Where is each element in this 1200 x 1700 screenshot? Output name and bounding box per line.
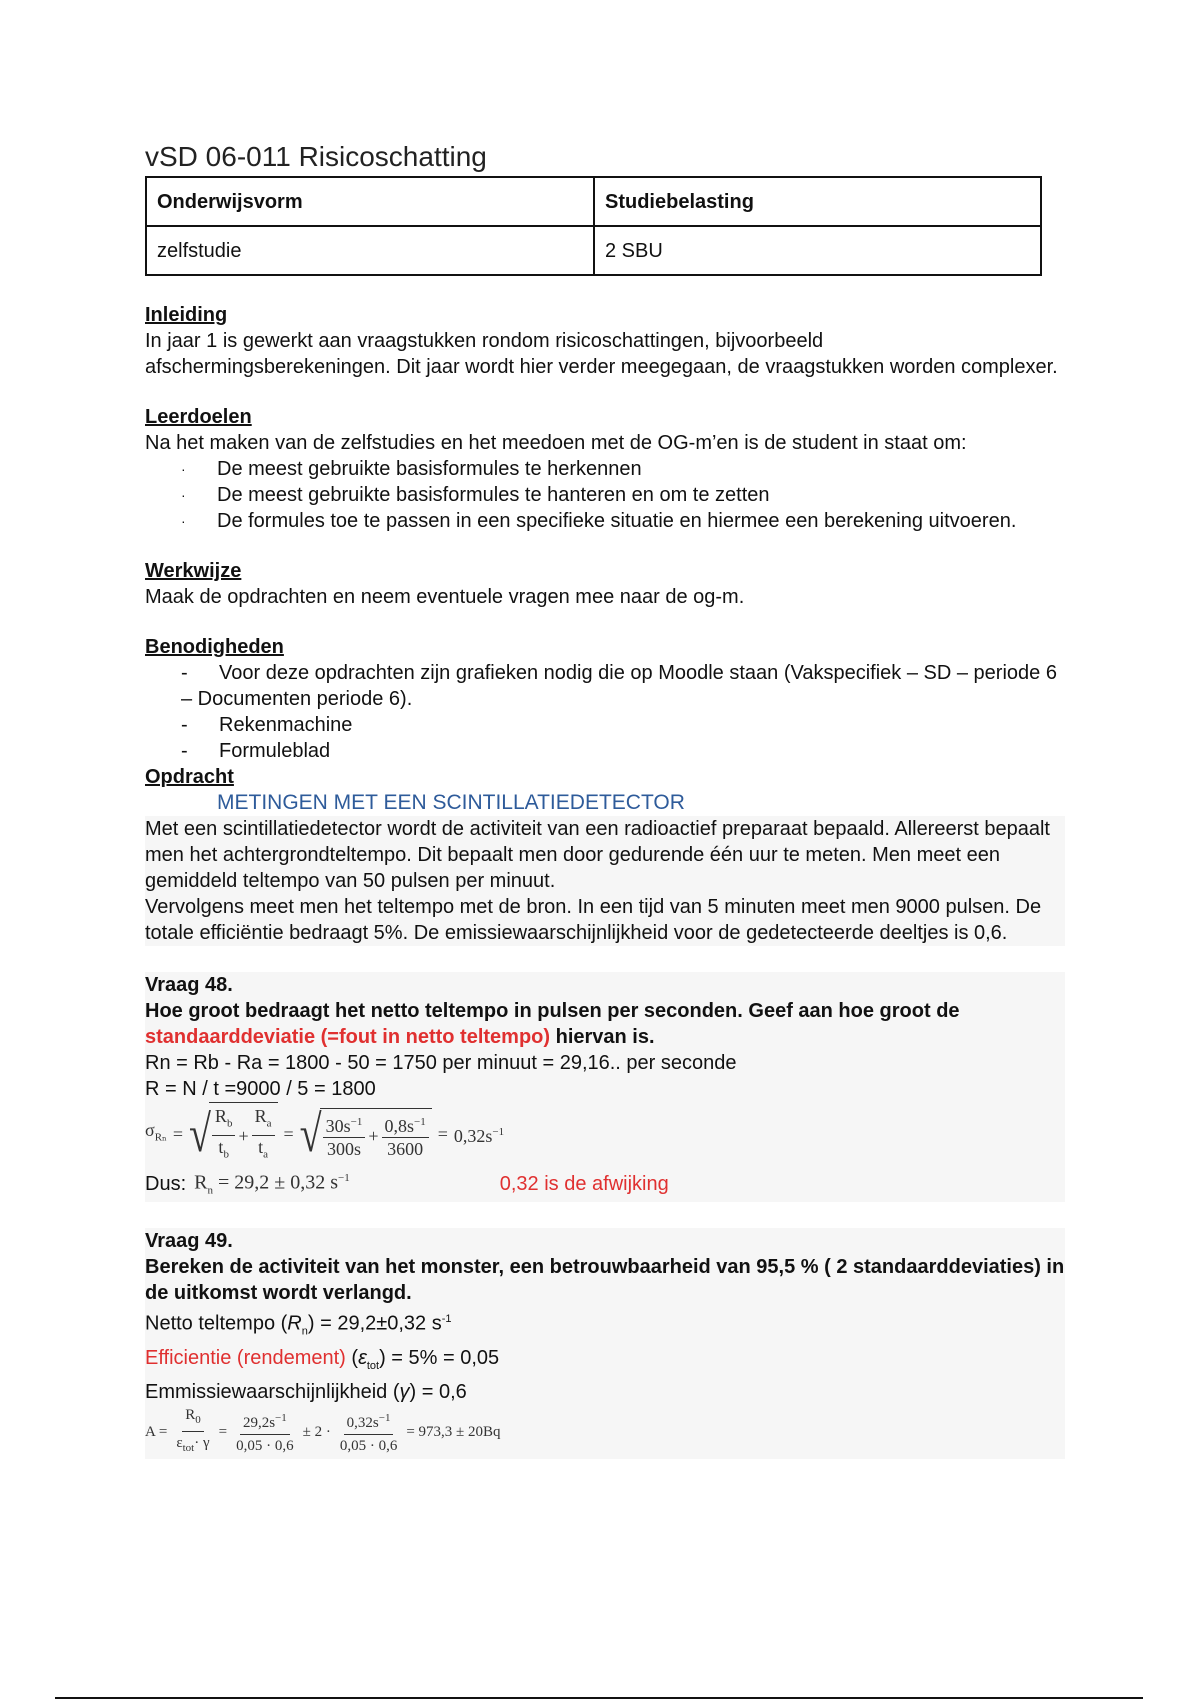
plus-minus-sign: ± 2 ·	[302, 1423, 331, 1440]
dash-icon: -	[181, 714, 188, 736]
list-item-text: De formules toe te passen in een specifieke situatie en hiermee een berekening uitvoeren.	[217, 510, 1017, 532]
fraction	[173, 1404, 212, 1459]
text-part: (	[345, 1346, 359, 1369]
table-header-cell: Onderwijsvorm	[146, 177, 594, 226]
document-title: vSD 06-011 Risicoschatting	[145, 141, 487, 172]
plus-sign: +	[238, 1125, 249, 1146]
fraction-den: 3600	[387, 1139, 424, 1159]
requirements-list	[145, 660, 1065, 764]
question-title: Vraag 49.	[145, 1230, 233, 1252]
fraction-den	[173, 1432, 212, 1459]
conclusion-label: Dus:	[145, 1173, 187, 1195]
question-text	[145, 998, 1065, 1050]
formula-text: · γ	[194, 1435, 210, 1452]
list-item	[181, 712, 1065, 738]
fraction-num	[212, 1105, 236, 1136]
list-item	[181, 738, 1065, 764]
list-item	[181, 660, 1065, 712]
section-heading: Inleiding	[145, 304, 228, 326]
text-part: Emmissiewaarschijnlijkheid (	[145, 1380, 400, 1403]
page-bottom-rule	[55, 1697, 1143, 1699]
question-text: Bereken de activiteit van het monster, een betrouwbaarheid van 95,5 % ( 2 standaarddeviaties) in de uitkomst wordt verlangd.	[145, 1256, 1065, 1304]
sigma-formula	[145, 1102, 1065, 1166]
answer-line	[145, 1306, 1065, 1345]
conclusion-formula	[194, 1165, 350, 1204]
text-part: Netto teltempo (	[145, 1312, 288, 1335]
formula-sup: −1	[378, 1411, 391, 1424]
equals-sign: =	[218, 1423, 228, 1440]
formula-sup: −1	[338, 1171, 350, 1184]
document-page	[145, 140, 1065, 1459]
section-inleiding	[145, 302, 1065, 380]
formula-text: R	[194, 1171, 208, 1194]
formula-sub: b	[226, 1118, 233, 1130]
formula-sup: −1	[414, 1116, 426, 1128]
deviation-note: 0,32 is de afwijking	[499, 1173, 669, 1195]
dash-icon: -	[181, 662, 188, 684]
formula-text: R	[214, 1106, 227, 1127]
paragraph: Vervolgens meet men het teltempo met de bron. In een tijd van 5 minuten meet men 9000 pulsen. De totale efficiëntie bedraagt 5%. De emissiewaarschijnlijkheid voor de gedetecteerde deeltjes is 0,6.	[145, 896, 1042, 944]
symbol-sub: tot	[366, 1359, 380, 1372]
paragraph: In jaar 1 is gewerkt aan vraagstukken rondom risicoschattingen, bijvoorbeeld afschermingsberekeningen. Dit jaar wordt hier verder meegegaan, de vraagstukken worden complexer.	[145, 330, 1058, 378]
question-text-part: Hoe groot bedraagt het netto teltempo in pulsen per seconden. Geef aan hoe groot de	[145, 1000, 960, 1022]
equals-sign: =	[158, 1423, 168, 1440]
fraction-num	[344, 1407, 394, 1435]
formula-text: R	[254, 1106, 267, 1127]
section-heading: Opdracht	[145, 766, 234, 788]
formula-sub: a	[266, 1118, 272, 1130]
table-row	[146, 226, 1041, 275]
sqrt-body	[209, 1102, 278, 1165]
conclusion-row	[145, 1166, 1065, 1202]
bullet-icon: ·	[181, 513, 186, 529]
formula-sub: b	[223, 1148, 229, 1161]
question-text-highlight: standaarddeviatie (=fout in netto teltempo)	[145, 1026, 551, 1048]
formula-text: σ	[145, 1120, 155, 1141]
formula-sub: tot	[182, 1442, 195, 1455]
highlight-text: Efficientie (rendement)	[145, 1346, 346, 1369]
equals-sign: =	[172, 1124, 183, 1144]
section-opdracht	[145, 764, 1065, 946]
symbol: γ	[399, 1380, 410, 1403]
text-part: ) = 5% = 0,05	[379, 1346, 500, 1369]
text-part: ) = 29,2±0,32 s	[307, 1312, 442, 1335]
sqrt-icon: √	[299, 1104, 322, 1163]
symbol-sub: n	[301, 1325, 308, 1338]
formula-result	[454, 1119, 504, 1149]
section-heading: Benodigheden	[145, 636, 284, 658]
section-benodigheden	[145, 634, 1065, 764]
list-item	[181, 456, 1065, 482]
sqrt-icon: √	[188, 1104, 211, 1163]
list-item-text: De meest gebruikte basisformules te herkennen	[217, 458, 642, 480]
plus-sign: +	[368, 1125, 379, 1146]
formula-text: R	[185, 1407, 196, 1424]
formula-sub: Rₙ	[154, 1131, 167, 1144]
formula-text: = 29,2 ± 0,32 s	[217, 1171, 339, 1194]
list-item	[181, 482, 1065, 508]
meta-table	[145, 176, 1042, 276]
fraction	[337, 1407, 401, 1457]
list-item	[181, 508, 1065, 534]
formula-sub: n	[207, 1184, 213, 1197]
formula-text: A	[145, 1423, 156, 1440]
table-cell: 2 SBU	[594, 226, 1041, 275]
section-heading: Werkwijze	[145, 560, 242, 582]
fraction-num	[240, 1407, 290, 1435]
text-part: ) = 0,6	[409, 1380, 467, 1403]
fraction-num	[182, 1404, 204, 1432]
section-werkwijze	[145, 558, 1065, 610]
sigma-symbol	[145, 1117, 167, 1151]
formula-sup: −1	[492, 1126, 505, 1138]
fraction-num	[323, 1111, 366, 1138]
answer-line	[145, 1345, 1065, 1379]
fraction	[323, 1111, 366, 1160]
bullet-icon: ·	[181, 487, 186, 503]
sqrt-body	[320, 1108, 432, 1160]
formula-text: ε	[176, 1435, 183, 1452]
fraction-den: 0,05 · 0,6	[339, 1437, 398, 1454]
equals-sign: =	[283, 1124, 294, 1144]
table-cell: zelfstudie	[146, 226, 594, 275]
formula-text: 0,32s	[453, 1126, 493, 1146]
question-text-part: hiervan is.	[550, 1026, 655, 1048]
formula-sub: a	[263, 1148, 268, 1161]
fraction	[233, 1407, 297, 1457]
fraction-den	[255, 1136, 271, 1166]
formula-text: 0,8s	[384, 1116, 415, 1136]
fraction	[382, 1111, 429, 1160]
section-leerdoelen	[145, 404, 1065, 534]
symbol: ε	[358, 1346, 367, 1369]
formula-text: t	[218, 1137, 224, 1157]
dash-icon: -	[181, 740, 188, 762]
list-item-text: Voor deze opdrachten zijn grafieken nodig die op Moodle staan (Vakspecifiek – SD – periode 6 – Documenten periode 6).	[181, 662, 1057, 710]
answer-line: R = N / t =9000 / 5 = 1800	[145, 1078, 376, 1100]
section-heading: Leerdoelen	[145, 406, 252, 428]
symbol: R	[287, 1312, 302, 1335]
fraction	[212, 1105, 236, 1165]
paragraph: Met een scintillatiedetector wordt de activiteit van een radioactief preparaat bepaald. Allereerst bepaalt men het achtergrondteltempo. Dit bepaalt men door gedurende één uur te meten. Men meet een gemiddeld teltempo van 50 pulsen per minuut.	[145, 818, 1050, 892]
answer-line: Rn = Rb - Ra = 1800 - 50 = 1750 per minuut = 29,16.. per seconde	[145, 1052, 737, 1074]
fraction-num	[382, 1111, 429, 1138]
question-49	[145, 1228, 1065, 1459]
formula-sup: −1	[350, 1116, 363, 1128]
table-header-cell: Studiebelasting	[594, 177, 1041, 226]
formula-sup: −1	[275, 1411, 287, 1424]
paragraph: Maak de opdrachten en neem eventuele vragen mee naar de og-m.	[145, 586, 745, 608]
paragraph: Na het maken van de zelfstudies en het meedoen met de OG-m’en is de student in staat om:	[145, 432, 967, 454]
table-header-row	[146, 177, 1041, 226]
equals-sign: =	[437, 1124, 448, 1144]
formula-text: 30s	[325, 1116, 351, 1136]
fraction-num	[252, 1105, 275, 1136]
formula-sub: 0	[195, 1414, 201, 1427]
formula-text: t	[258, 1137, 264, 1157]
question-48	[145, 972, 1065, 1202]
sqrt-numeric	[299, 1104, 432, 1163]
formula-text: 0,32s	[346, 1414, 379, 1431]
formula-result: = 973,3 ± 20Bq	[406, 1423, 501, 1440]
question-title: Vraag 48.	[145, 974, 233, 996]
fraction	[252, 1105, 275, 1165]
list-item-text: Formuleblad	[219, 740, 331, 762]
fraction-den: 0,05 · 0,6	[236, 1437, 294, 1454]
assignment-body	[145, 816, 1065, 946]
symbol-sup: -1	[441, 1313, 452, 1325]
bullet-icon: ·	[181, 461, 186, 477]
fraction-den: 300s	[326, 1139, 361, 1159]
activity-formula	[145, 1405, 1065, 1459]
sqrt-symbolic	[189, 1102, 278, 1165]
learning-goals-list	[145, 456, 1065, 534]
list-item-text: Rekenmachine	[219, 714, 353, 736]
formula-text: 29,2s	[242, 1414, 276, 1431]
assignment-subtitle: METINGEN MET EEN SCINTILLATIEDETECTOR	[217, 791, 685, 814]
answer-line	[145, 1379, 1065, 1405]
list-item-text: De meest gebruikte basisformules te hanteren en om te zetten	[217, 484, 770, 506]
fraction-den	[215, 1136, 232, 1166]
